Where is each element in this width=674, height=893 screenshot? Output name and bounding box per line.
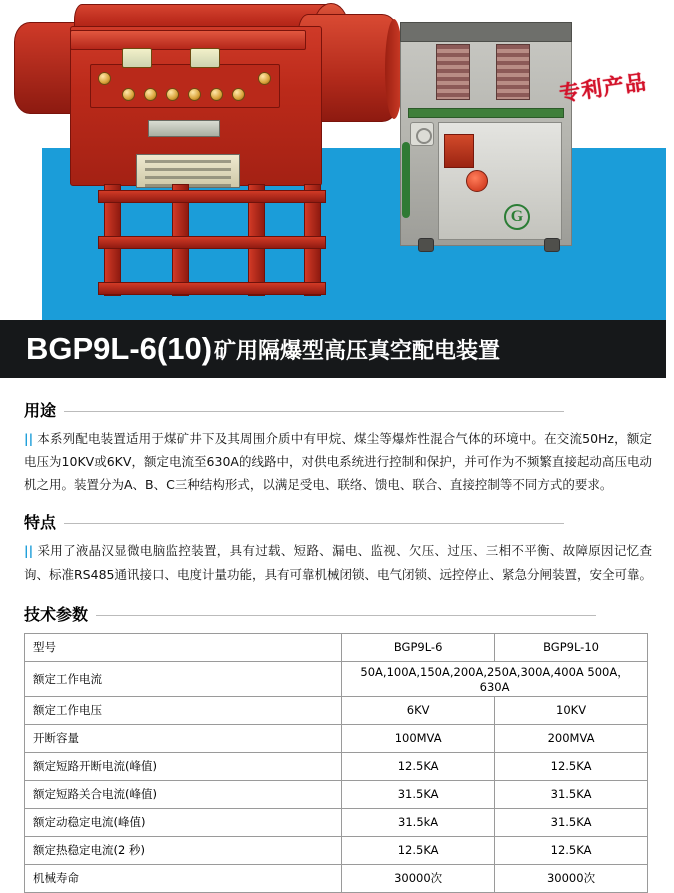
row-value-2: 31.5KA [495, 780, 648, 808]
features-text: 采用了液晶汉显微电脑监控装置，具有过载、短路、漏电、监视、欠压、过压、三相不平衡、故障原因记忆查询、标准RS485通讯接口、电度计量功能，具有可靠机械闭锁、电气闭锁、远控停止、紧急分闸装置，安全可靠。 [24, 543, 652, 582]
features-paragraph [24, 539, 652, 585]
tech-heading-text: 技术参数 [24, 604, 89, 624]
warning-label [444, 134, 474, 168]
nameplate-small [148, 120, 220, 137]
row-value-2: 30000次 [495, 864, 648, 892]
product-image-switchgear [62, 4, 352, 304]
usage-text: 本系列配电装置适用于煤矿井下及其周围介质中有甲烷、煤尘等爆炸性混合气体的环境中。在交流50Hz，额定电压为10KV或6KV，额定电流至630A的线路中，对供电系统进行控制和保护，并可作为不频繁直接起动高压电动机之用。装置分为A、B、C三种结构形式，以满足受电、联络、馈电、联合、直接控制等不同方式的要求。 [24, 431, 652, 493]
table-row [25, 752, 648, 780]
cabinet-top-strip [70, 30, 306, 50]
features-heading-text: 特点 [24, 513, 57, 533]
crossbar-top [98, 190, 326, 203]
row-label: 额定动稳定电流(峰值) [25, 808, 342, 836]
usage-paragraph [24, 427, 652, 496]
green-cable [402, 142, 410, 218]
specifications-table [24, 633, 648, 893]
product-description: 矿用隔爆型高压真空配电装置 [214, 338, 501, 364]
product-image-chassis [392, 22, 582, 260]
section-heading-tech [24, 602, 652, 625]
heading-rule-3 [96, 615, 596, 616]
section-heading-usage [24, 398, 652, 421]
row-value-2: 12.5KA [495, 752, 648, 780]
document-content [0, 378, 674, 893]
knob-2 [122, 88, 135, 101]
green-busbar [408, 108, 564, 118]
row-value-1: 6KV [342, 696, 495, 724]
indicator-meter [466, 170, 488, 192]
column-header-bgp9l-6: BGP9L-6 [342, 633, 495, 661]
table-row [25, 780, 648, 808]
column-header-model: 型号 [25, 633, 342, 661]
table-row [25, 696, 648, 724]
crossbar-bottom [98, 282, 326, 295]
coil-left [436, 44, 470, 100]
patent-seal-stamp: 专利产品 [557, 69, 649, 107]
row-label: 额定热稳定电流(2 秒) [25, 836, 342, 864]
heading-rule [64, 411, 564, 412]
row-value-2: 31.5KA [495, 808, 648, 836]
gauge-window-left [122, 48, 152, 68]
table-row [25, 808, 648, 836]
knob-5 [188, 88, 201, 101]
row-label: 额定工作电流 [25, 661, 342, 696]
table-header-row [25, 633, 648, 661]
control-panel [90, 64, 280, 108]
row-value-1: 31.5KA [342, 780, 495, 808]
product-model: BGP9L-6(10) [26, 331, 213, 366]
product-title-bar [0, 320, 674, 378]
table-row [25, 864, 648, 892]
wheel-left [418, 238, 434, 252]
bullet-bar-icon: || [24, 431, 34, 446]
knob-6 [210, 88, 223, 101]
section-heading-features [24, 510, 652, 533]
row-value-1: 31.5kA [342, 808, 495, 836]
column-header-bgp9l-10: BGP9L-10 [495, 633, 648, 661]
gauge-window-right [190, 48, 220, 68]
chassis-top-cover [400, 22, 572, 42]
row-label: 额定短路关合电流(峰值) [25, 780, 342, 808]
banner-right-margin [666, 0, 674, 320]
table-row [25, 661, 648, 696]
support-frame [98, 184, 328, 302]
row-label: 额定短路开断电流(峰值) [25, 752, 342, 780]
row-value-1: 30000次 [342, 864, 495, 892]
row-value-2: 200MVA [495, 724, 648, 752]
nameplate-large [136, 154, 240, 188]
brand-g-logo: G [504, 204, 530, 230]
coil-right [496, 44, 530, 100]
wheel-right [544, 238, 560, 252]
crossbar-mid [98, 236, 326, 249]
knob-3 [144, 88, 157, 101]
row-value-merged: 50A,100A,150A,200A,250A,300A,400A 500A，630A [342, 661, 648, 696]
usage-heading-text: 用途 [24, 401, 57, 420]
knob-8 [258, 72, 271, 85]
table-row [25, 724, 648, 752]
knob-4 [166, 88, 179, 101]
knob-1 [98, 72, 111, 85]
row-value-1: 12.5KA [342, 836, 495, 864]
row-value-1: 12.5KA [342, 752, 495, 780]
row-value-2: 12.5KA [495, 836, 648, 864]
bullet-bar-icon-2: || [24, 543, 34, 559]
product-photo-banner [0, 0, 674, 320]
row-value-2: 10KV [495, 696, 648, 724]
row-value-1: 100MVA [342, 724, 495, 752]
row-label: 额定工作电压 [25, 696, 342, 724]
knob-7 [232, 88, 245, 101]
fan-icon [410, 122, 434, 146]
table-row [25, 836, 648, 864]
row-label: 开断容量 [25, 724, 342, 752]
row-label: 机械寿命 [25, 864, 342, 892]
heading-rule-2 [64, 523, 564, 524]
